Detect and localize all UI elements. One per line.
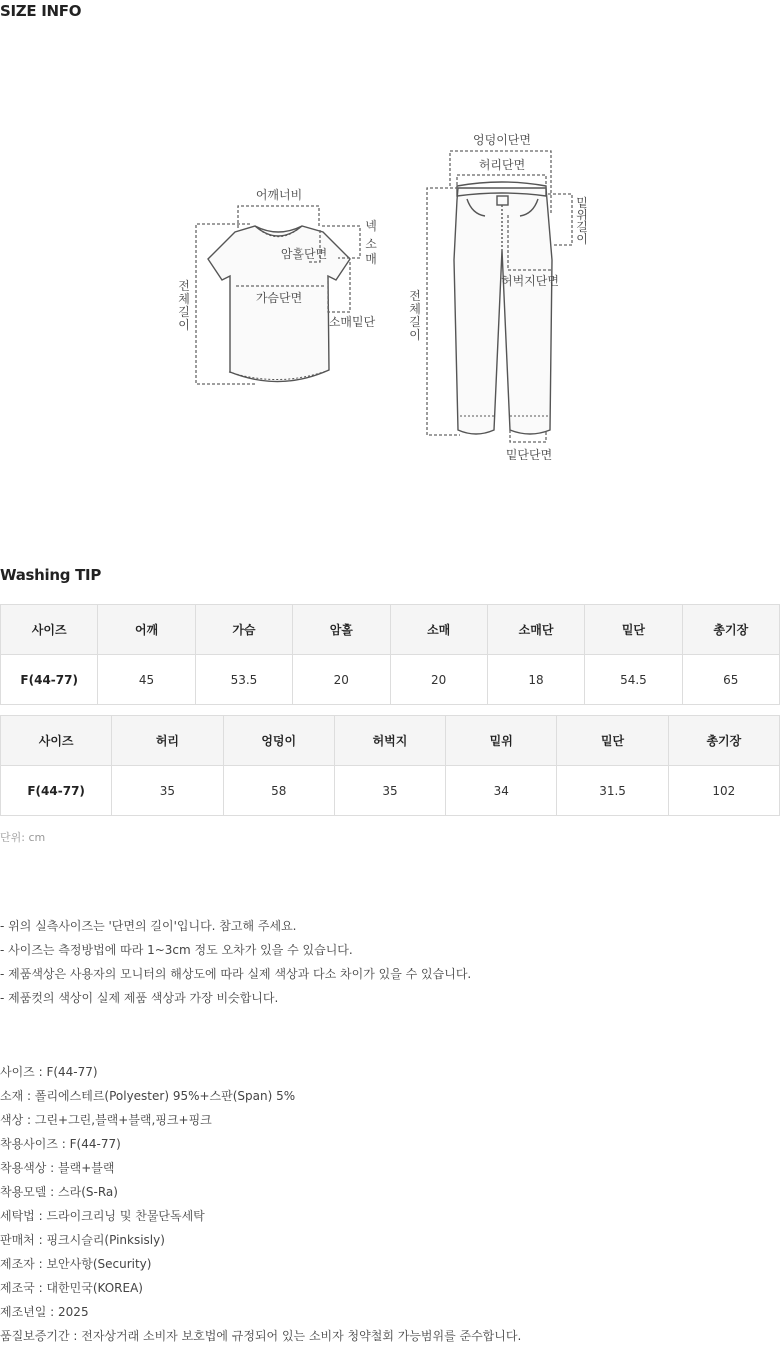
detail-seller: 판매처 : 핑크시슬리(Pinksisly) (0, 1233, 165, 1247)
detail-material: 소재 : 폴리에스테르(Polyester) 95%+스판(Span) 5% (0, 1089, 296, 1103)
pants-illustration (454, 182, 552, 434)
note-line: - 제품색상은 사용자의 모니터의 해상도에 따라 실제 색상과 다소 차이가 있을 수 있습니다. (0, 967, 472, 981)
label-pants-length-4: 이 (409, 328, 421, 342)
detail-model: 착용모델 : 스라(S-Ra) (0, 1185, 118, 1199)
table-header-cell: 밑단 (585, 605, 682, 655)
label-top-length-2: 체 (178, 292, 190, 306)
table-header-cell: 총기장 (668, 716, 779, 766)
table-cell: 45 (98, 655, 195, 705)
pants-size-table (0, 715, 780, 816)
table-cell: 18 (487, 655, 584, 705)
table-header-cell: 소매단 (487, 605, 584, 655)
label-neck-sleeve-3: 매 (365, 252, 377, 266)
label-shoulder: 어깨너비 (255, 188, 303, 202)
note-line: - 사이즈는 측정방법에 따라 1~3cm 정도 오차가 있을 수 있습니다. (0, 943, 353, 957)
label-pants-length-3: 길 (409, 315, 421, 329)
note-line: - 제품컷의 색상이 실제 제품 색상과 가장 비슷합니다. (0, 991, 279, 1005)
table-header-cell: 암홀 (293, 605, 390, 655)
table-cell: 35 (334, 766, 445, 816)
label-top-length-1: 전 (178, 279, 190, 293)
table-header-cell: 허리 (112, 716, 223, 766)
table-row (1, 766, 780, 816)
top-size-table (0, 604, 780, 705)
label-neck-sleeve-2: 소 (365, 237, 377, 251)
label-top-length-3: 길 (178, 305, 190, 319)
size-diagram (0, 120, 780, 480)
table-header-cell: 사이즈 (1, 605, 98, 655)
detail-worn-color: 착용색상 : 블랙+블랙 (0, 1161, 115, 1175)
table-header-cell: 어깨 (98, 605, 195, 655)
label-rise-1: 밑 (576, 196, 588, 210)
detail-color: 색상 : 그린+그린,블랙+블랙,핑크+핑크 (0, 1113, 212, 1127)
note-line: - 위의 실측사이즈는 '단면의 길이'입니다. 참고해 주세요. (0, 919, 297, 933)
label-thigh: 허벅지단면 (501, 274, 559, 288)
label-hip: 엉덩이단면 (473, 133, 531, 147)
label-sleeve-end: 소매밑단 (328, 315, 376, 329)
label-pants-length-2: 체 (409, 302, 421, 316)
detail-washing: 세탁법 : 드라이크리닝 및 찬물단독세탁 (0, 1209, 205, 1223)
unit-label: 단위: cm (0, 831, 46, 844)
detail-manufacturer: 제조자 : 보안사항(Security) (0, 1257, 152, 1271)
table-header-cell: 밑위 (446, 716, 557, 766)
detail-worn-size: 착용사이즈 : F(44-77) (0, 1137, 121, 1151)
table-header-cell: 사이즈 (1, 716, 112, 766)
table-cell: 34 (446, 766, 557, 816)
table-header-cell: 엉덩이 (223, 716, 334, 766)
table-cell: 102 (668, 766, 779, 816)
table-cell: F(44-77) (1, 655, 98, 705)
detail-size: 사이즈 : F(44-77) (0, 1065, 98, 1079)
label-waist: 허리단면 (478, 158, 526, 172)
table-header-cell: 밑단 (557, 716, 668, 766)
label-chest: 가슴단면 (255, 291, 303, 305)
table-cell: 31.5 (557, 766, 668, 816)
label-neck-sleeve-1: 넥 (365, 219, 377, 233)
washing-tip-title: Washing TIP (0, 566, 102, 584)
table-cell: 20 (293, 655, 390, 705)
label-pants-length-1: 전 (409, 289, 421, 303)
table-cell: 58 (223, 766, 334, 816)
table-header-row (1, 605, 780, 655)
table-cell: F(44-77) (1, 766, 112, 816)
table-cell: 35 (112, 766, 223, 816)
table-cell: 54.5 (585, 655, 682, 705)
table-header-cell: 허벅지 (334, 716, 445, 766)
label-armhole: 암홀단면 (280, 247, 328, 261)
table-row (1, 655, 780, 705)
table-cell: 65 (682, 655, 779, 705)
table-header-cell: 가슴 (195, 605, 292, 655)
label-rise-4: 이 (576, 232, 588, 246)
label-hem: 밑단단면 (505, 448, 553, 462)
label-rise-3: 길 (576, 220, 588, 234)
detail-country: 제조국 : 대한민국(KOREA) (0, 1281, 143, 1295)
size-info-title: SIZE INFO (0, 2, 82, 20)
table-cell: 20 (390, 655, 487, 705)
detail-warranty: 품질보증기간 : 전자상거래 소비자 보호법에 규정되어 있는 소비자 청약철회 가능범위를 준수합니다. (0, 1329, 522, 1343)
table-cell: 53.5 (195, 655, 292, 705)
label-top-length-4: 이 (178, 318, 190, 332)
detail-year: 제조년일 : 2025 (0, 1305, 89, 1319)
table-header-cell: 총기장 (682, 605, 779, 655)
table-header-row (1, 716, 780, 766)
label-rise-2: 위 (576, 208, 588, 222)
table-header-cell: 소매 (390, 605, 487, 655)
